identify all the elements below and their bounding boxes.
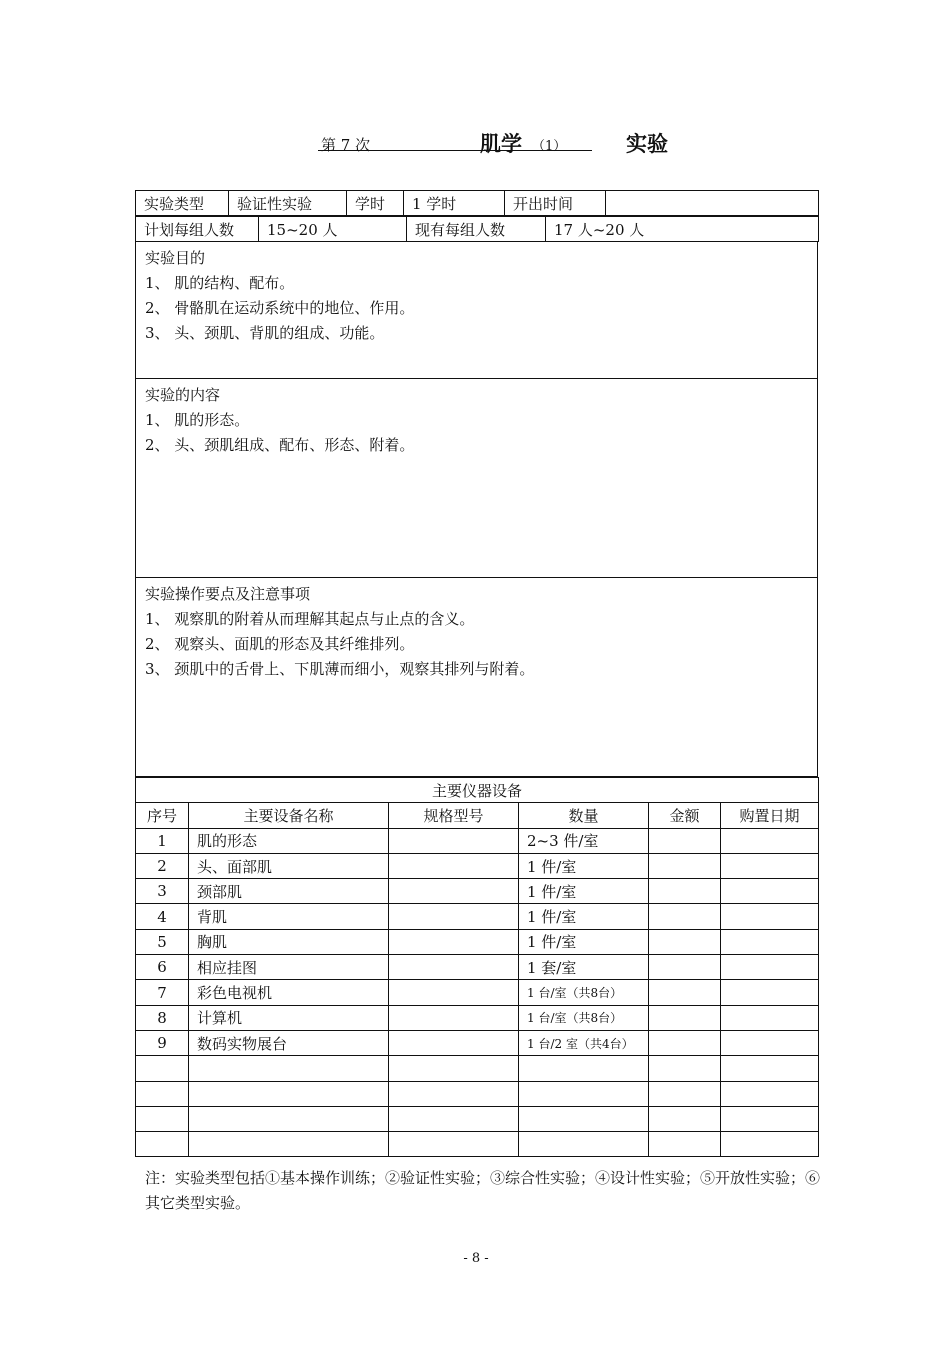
cell-date [721, 929, 819, 954]
equipment-header-row [136, 803, 819, 828]
cell-date [721, 1132, 819, 1157]
current-value: 17 人~20 人 [546, 217, 819, 242]
cell-date [721, 980, 819, 1005]
cell-amount [649, 1081, 721, 1106]
equipment-heading: 主要仪器设备 [136, 778, 819, 803]
cell-amount [649, 853, 721, 878]
hours-value: 1 学时 [404, 191, 505, 216]
cell-name: 计算机 [189, 1005, 389, 1030]
cell-spec [389, 929, 519, 954]
page-title [0, 126, 952, 158]
plan-value: 15~20 人 [259, 217, 407, 242]
title-session: 第 7 次 [321, 136, 371, 154]
purpose-section [135, 242, 818, 379]
cell-qty: 1 件/室 [519, 853, 649, 878]
cell-amount [649, 879, 721, 904]
table-row [136, 929, 819, 954]
content-heading: 实验的内容 [145, 386, 221, 404]
notes-item: 3、 颈肌中的舌骨上、下肌薄而细小，观察其排列与附着。 [145, 660, 535, 678]
cell-qty: 1 台/室（共8台） [519, 1005, 649, 1030]
table-row [136, 879, 819, 904]
table-row [136, 1132, 819, 1157]
purpose-heading: 实验目的 [145, 249, 206, 267]
hours-label: 学时 [347, 191, 404, 216]
cell-spec [389, 879, 519, 904]
cell-qty [519, 1106, 649, 1131]
cell-name: 背肌 [189, 904, 389, 929]
cell-spec [389, 1005, 519, 1030]
cell-no [136, 1081, 189, 1106]
cell-date [721, 1081, 819, 1106]
cell-spec [389, 1106, 519, 1131]
cell-spec [389, 853, 519, 878]
cell-name [189, 1132, 389, 1157]
cell-qty [519, 1081, 649, 1106]
cell-no [136, 1056, 189, 1081]
cell-no: 1 [136, 828, 189, 853]
cell-name: 颈部肌 [189, 879, 389, 904]
cell-name: 肌的形态 [189, 828, 389, 853]
cell-date [721, 1030, 819, 1055]
table-row [136, 1081, 819, 1106]
cell-amount [649, 929, 721, 954]
group-size-table [135, 216, 819, 242]
open-value [606, 191, 819, 216]
cell-amount [649, 904, 721, 929]
cell-spec [389, 828, 519, 853]
cell-no: 4 [136, 904, 189, 929]
equipment-table [135, 777, 819, 1157]
cell-qty: 1 台/室（共8台） [519, 980, 649, 1005]
cell-date [721, 1056, 819, 1081]
table-row [136, 980, 819, 1005]
table-row [136, 1056, 819, 1081]
col-header: 主要设备名称 [189, 803, 389, 828]
cell-spec [389, 1030, 519, 1055]
cell-qty [519, 1056, 649, 1081]
table-row [136, 904, 819, 929]
table-row [136, 1106, 819, 1131]
purpose-item: 1、 肌的结构、配布。 [145, 274, 295, 292]
footnote: 注：实验类型包括①基本操作训练；②验证性实验；③综合性实验；④设计性实验；⑤开放性实验；⑥其它类型实验。 [145, 1169, 821, 1212]
table-row [136, 955, 819, 980]
notes-item: 2、 观察头、面肌的形态及其纤维排列。 [145, 635, 415, 653]
cell-spec [389, 955, 519, 980]
operation-notes-section [135, 578, 818, 777]
cell-no: 6 [136, 955, 189, 980]
cell-qty: 1 件/室 [519, 929, 649, 954]
cell-date [721, 1005, 819, 1030]
open-label: 开出时间 [505, 191, 606, 216]
cell-qty: 1 件/室 [519, 879, 649, 904]
cell-no: 9 [136, 1030, 189, 1055]
cell-amount [649, 828, 721, 853]
cell-no: 3 [136, 879, 189, 904]
cell-date [721, 1106, 819, 1131]
col-header: 数量 [519, 803, 649, 828]
title-suffix: 实验 [626, 131, 668, 156]
cell-spec [389, 1081, 519, 1106]
table-row [136, 1030, 819, 1055]
cell-name: 彩色电视机 [189, 980, 389, 1005]
col-header: 序号 [136, 803, 189, 828]
title-part: （1） [532, 139, 567, 154]
cell-amount [649, 1132, 721, 1157]
cell-no: 5 [136, 929, 189, 954]
cell-name: 相应挂图 [189, 955, 389, 980]
cell-name: 数码实物展台 [189, 1030, 389, 1055]
cell-date [721, 853, 819, 878]
cell-date [721, 828, 819, 853]
cell-date [721, 904, 819, 929]
cell-spec [389, 980, 519, 1005]
cell-amount [649, 980, 721, 1005]
cell-name: 胸肌 [189, 929, 389, 954]
info-table [135, 190, 819, 216]
table-row [136, 1005, 819, 1030]
cell-no [136, 1106, 189, 1131]
cell-qty: 2~3 件/室 [519, 828, 649, 853]
purpose-item: 3、 头、颈肌、背肌的组成、功能。 [145, 324, 385, 342]
content-section [135, 379, 818, 578]
content-item: 1、 肌的形态。 [145, 411, 250, 429]
cell-no: 2 [136, 853, 189, 878]
cell-name [189, 1106, 389, 1131]
cell-qty: 1 件/室 [519, 904, 649, 929]
cell-qty [519, 1132, 649, 1157]
cell-spec [389, 1132, 519, 1157]
type-value: 验证性实验 [229, 191, 347, 216]
cell-qty: 1 台/2 室（共4台） [519, 1030, 649, 1055]
cell-amount [649, 955, 721, 980]
cell-spec [389, 1056, 519, 1081]
page-number: - 8 - [463, 1251, 489, 1266]
col-header: 金额 [649, 803, 721, 828]
cell-amount [649, 1056, 721, 1081]
notes-item: 1、 观察肌的附着从而理解其起点与止点的含义。 [145, 610, 475, 628]
current-label: 现有每组人数 [407, 217, 546, 242]
content-item: 2、 头、颈肌组成、配布、形态、附着。 [145, 436, 415, 454]
cell-amount [649, 1106, 721, 1131]
table-row [136, 828, 819, 853]
cell-qty: 1 套/室 [519, 955, 649, 980]
cell-no [136, 1132, 189, 1157]
cell-name [189, 1056, 389, 1081]
col-header: 购置日期 [721, 803, 819, 828]
cell-date [721, 879, 819, 904]
type-label: 实验类型 [136, 191, 229, 216]
cell-no: 8 [136, 1005, 189, 1030]
notes-heading: 实验操作要点及注意事项 [145, 585, 311, 603]
cell-amount [649, 1005, 721, 1030]
cell-date [721, 955, 819, 980]
title-name: 肌学 [480, 131, 522, 156]
table-row [136, 853, 819, 878]
cell-no: 7 [136, 980, 189, 1005]
cell-amount [649, 1030, 721, 1055]
cell-name [189, 1081, 389, 1106]
purpose-item: 2、 骨骼肌在运动系统中的地位、作用。 [145, 299, 415, 317]
col-header: 规格型号 [389, 803, 519, 828]
cell-spec [389, 904, 519, 929]
plan-label: 计划每组人数 [136, 217, 259, 242]
cell-name: 头、面部肌 [189, 853, 389, 878]
